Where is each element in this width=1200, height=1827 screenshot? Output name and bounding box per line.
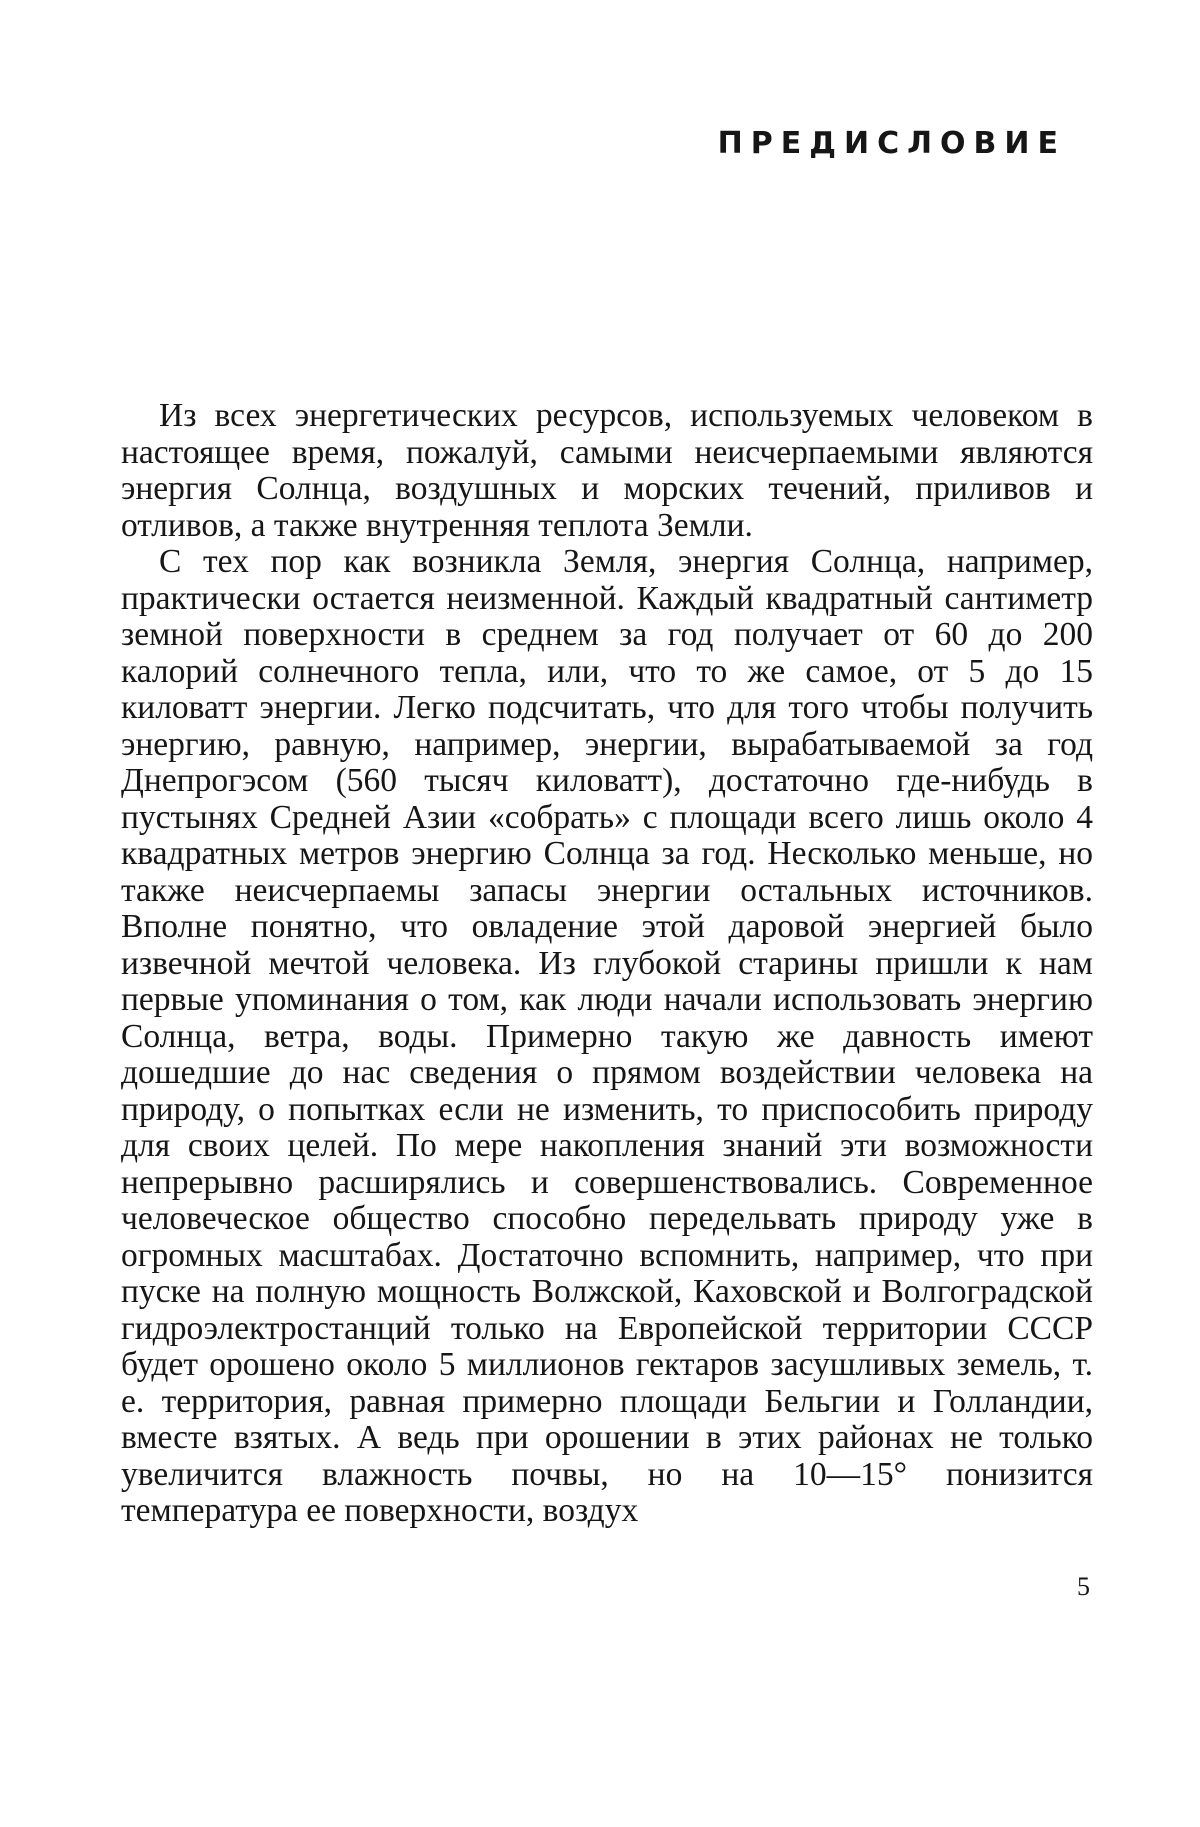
page-number: 5 xyxy=(1077,1572,1090,1601)
paragraph-1: Из всех энергетических ресурсов, используемых человеком в настоящее время, пожалуй, самыми неисчерпаемыми являются энергия Солнца, воздушных и морских течений, приливов и отливов, а также внутренняя теплота Земли. xyxy=(121,397,1093,544)
paragraph-2: С тех пор как возникла Земля, энергия Солнца, например, практически остается неизменной. Каждый квадратный сантиметр земной поверхности в среднем за год получает от 60 до 200 калорий солнечного тепла, или, что то же самое, от 5 до 15 киловатт энергии. Легко подсчитать, что для того чтобы получить энергию, равную, например, энергии, вырабатываемой за год Днепрогэсом (560 тысяч киловатт), достаточно где-нибудь в пустынях Средней Азии «собрать» с площади всего лишь около 4 квадратных метров энергию Солнца за год. Несколько меньше, но также неисчерпаемы запасы энергии остальных источников. Вполне понятно, что овладение этой даровой энергией было извечной мечтой человека. Из глубокой старины пришли к нам первые упоминания о том, как люди начали использовать энергию Солнца, ветра, воды. Примерно такую же давность имеют дошедшие до нас сведения о прямом воздействии человека на природу, о попытках если не изменить, то приспособить природу для своих целей. По мере накопления знаний эти возможности непрерывно расширялись и совершенствовались. Современное человеческое общество способно передельвать природу уже в огромных масштабах. Достаточно вспомнить, например, что при пуске на полную мощность Волжской, Каховской и Волгоградской гидроэлектростанций только на Европейской территории СССР будет орошено около 5 миллионов гектаров засушливых земель, т. е. территория, равная примерно площади Бельгии и Голландии, вместе взятых. А ведь при орошении в этих районах не только увеличится влажность почвы, но на 10—15° понизится температура ее поверхности, воздух xyxy=(121,543,1093,1529)
body-text xyxy=(121,398,1093,1530)
chapter-heading: ПРЕДИСЛОВИЕ xyxy=(717,126,1066,161)
